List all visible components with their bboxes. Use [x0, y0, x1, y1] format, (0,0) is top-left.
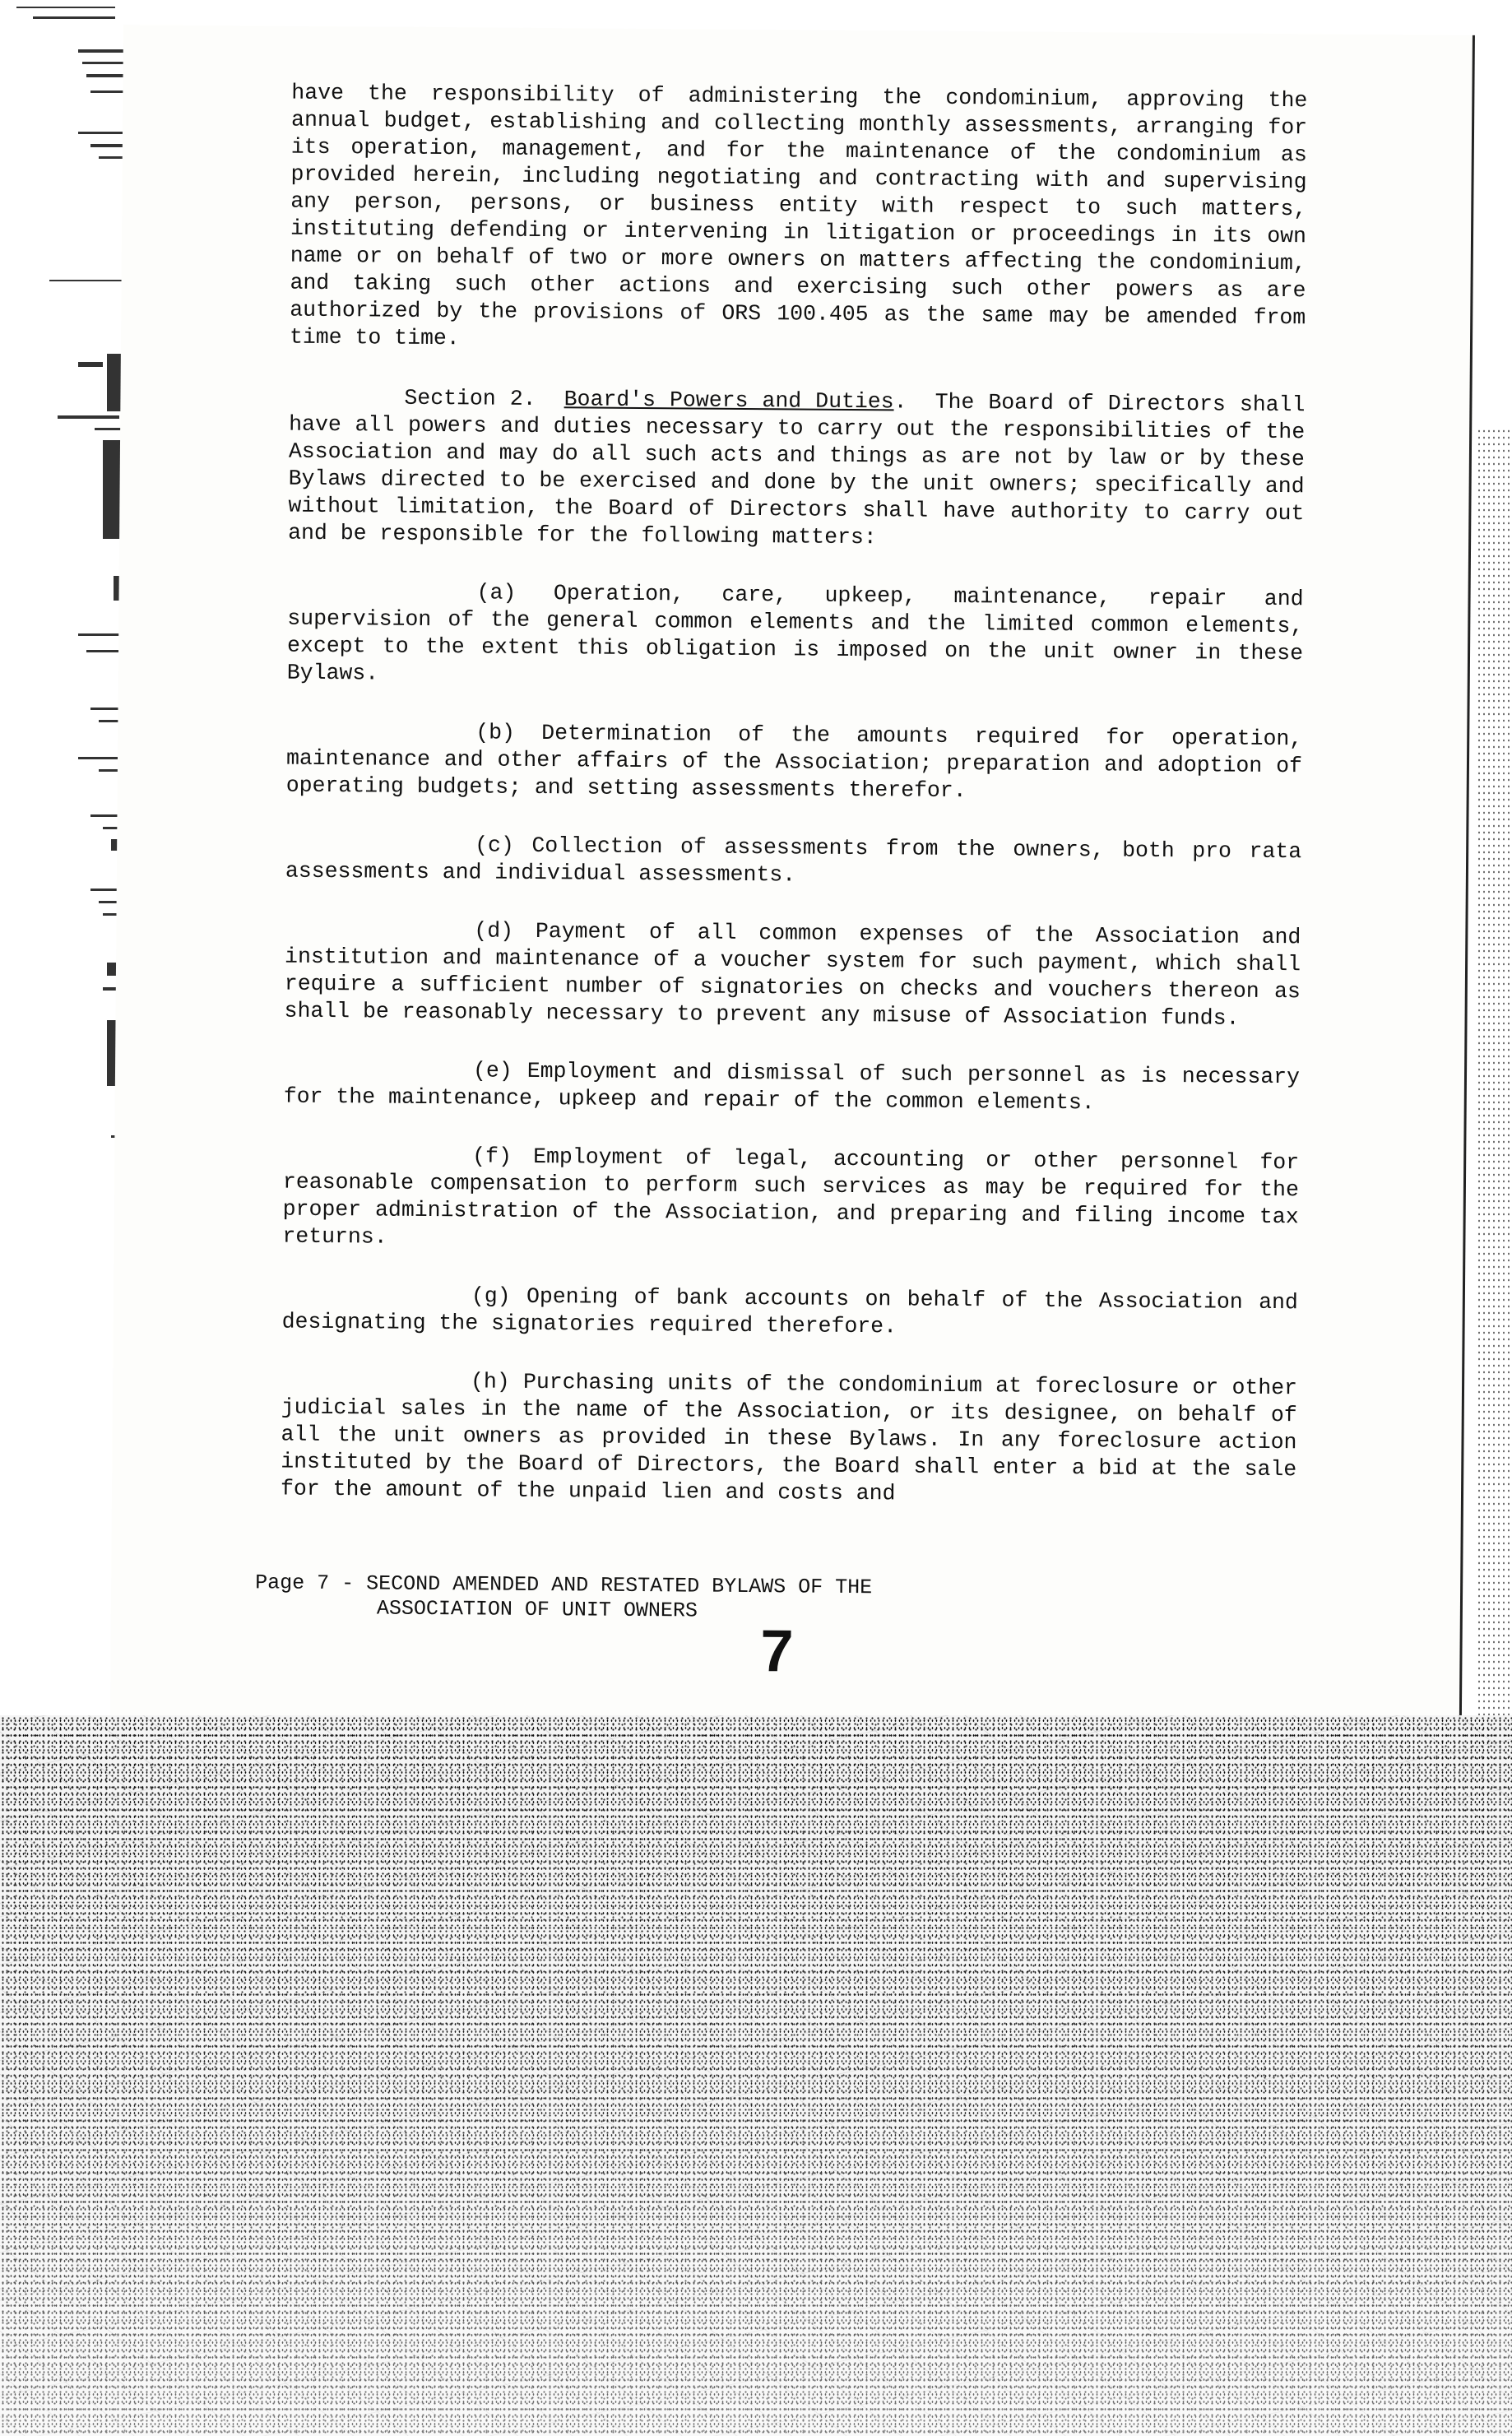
section-2-text: The Board of Directors shall have all powers and duties necessary to carry out the responsibilities of the Association and may do all such acts and things as are not by law or by these Bylaws directed to be exercised and done by the unit owners; specifically and without limitation, the Board of Directors shall have authority to carry out and be responsible for the following matters:: [288, 389, 1306, 550]
list-item: [287, 578, 1304, 695]
item-text: Payment of all common expenses of the Association and institution and maintenance of a voucher system for such payment, which shall require a sufficient number of signatories on checks and vouchers thereon as shall be reasonably necessary to prevent any misuse of Association funds.: [284, 918, 1301, 1031]
item-text: Determination of the amounts required for operation, maintenance and other affairs of the Association; preparation and adoption of operating budgets; and setting assessments therefor.: [285, 721, 1303, 804]
scan-right-edge-noise: [1477, 428, 1512, 1744]
item-text: Employment of legal, accounting or other personnel for reasonable compensation to perform such services as may be required for the proper administration of the Association, and preparing and filing income tax returns.: [282, 1144, 1300, 1250]
item-label: (f): [472, 1144, 513, 1169]
item-label: (b): [475, 720, 516, 745]
scanner-background-fade: [0, 1715, 1512, 2436]
item-label: (g): [471, 1283, 511, 1309]
page-footer: [255, 1571, 873, 1625]
footer-line-1: Page 7 - SECOND AMENDED AND RESTATED BYLAWS OF THE: [255, 1571, 873, 1600]
list-item: [284, 1056, 1300, 1119]
item-label: (h): [470, 1369, 510, 1394]
list-item: [285, 831, 1301, 893]
list-item: [281, 1367, 1297, 1511]
item-label: (a): [476, 580, 517, 606]
section-2-paragraph: [288, 384, 1306, 555]
item-text: Collection of assessments from the owners, both pro rata assessments and individual assessments.: [285, 833, 1302, 888]
section-number: Section 2.: [404, 385, 536, 411]
page-number: 7: [760, 1618, 794, 1685]
item-text: Purchasing units of the condominium at foreclosure or other judicial sales in the name of the Association, or its designee, on behalf of all the unit owners as provided in these Bylaws. In any foreclosure action instituted by the Board of Directors, the Board shall enter a bid at the sale for the amount of the unpaid lien and costs and: [280, 1369, 1298, 1506]
item-label: (d): [474, 918, 514, 944]
item-label: (e): [472, 1058, 513, 1083]
item-label: (c): [475, 833, 515, 858]
list-item: [282, 1142, 1299, 1259]
duties-list: [281, 578, 1304, 1511]
section-heading: Board's Powers and Duties: [564, 387, 894, 415]
item-text: Employment and dismissal of such personnel as is necessary for the maintenance, upkeep and repair of the common elements.: [283, 1058, 1301, 1116]
list-item: [284, 916, 1301, 1033]
item-text: Opening of bank accounts on behalf of the Association and designating the signatories required therefore.: [281, 1283, 1298, 1339]
list-item: [281, 1282, 1297, 1344]
intro-paragraph: have the responsibility of administering the condominium, approving the annual budget, establishing and collecting monthly assessments, arranging for its operation, management, and for the maintenance of the condominium as provided herein, including negotiating and contracting with and supervising any person, persons, or business entity with respect to such matters, instituting defending or intervening in litigation or proceedings in its own name or on behalf of two or more owners on matters affecting the condominium, and taking such other actions and exercising such other powers as are authorized by the provisions of ORS 100.405 as the same may be amended from time to time.: [289, 80, 1308, 351]
footer-line-2: ASSOCIATION OF UNIT OWNERS: [376, 1596, 698, 1623]
document-page: [110, 25, 1475, 1735]
list-item: [286, 718, 1303, 808]
item-text: Operation, care, upkeep, maintenance, repair and supervision of the general common elements and the limited common elements, except to the extent this obligation is imposed on the unit owner in these Bylaws.: [286, 581, 1304, 686]
section-heading-punct: .: [893, 389, 907, 415]
document-body: [281, 26, 1308, 1511]
